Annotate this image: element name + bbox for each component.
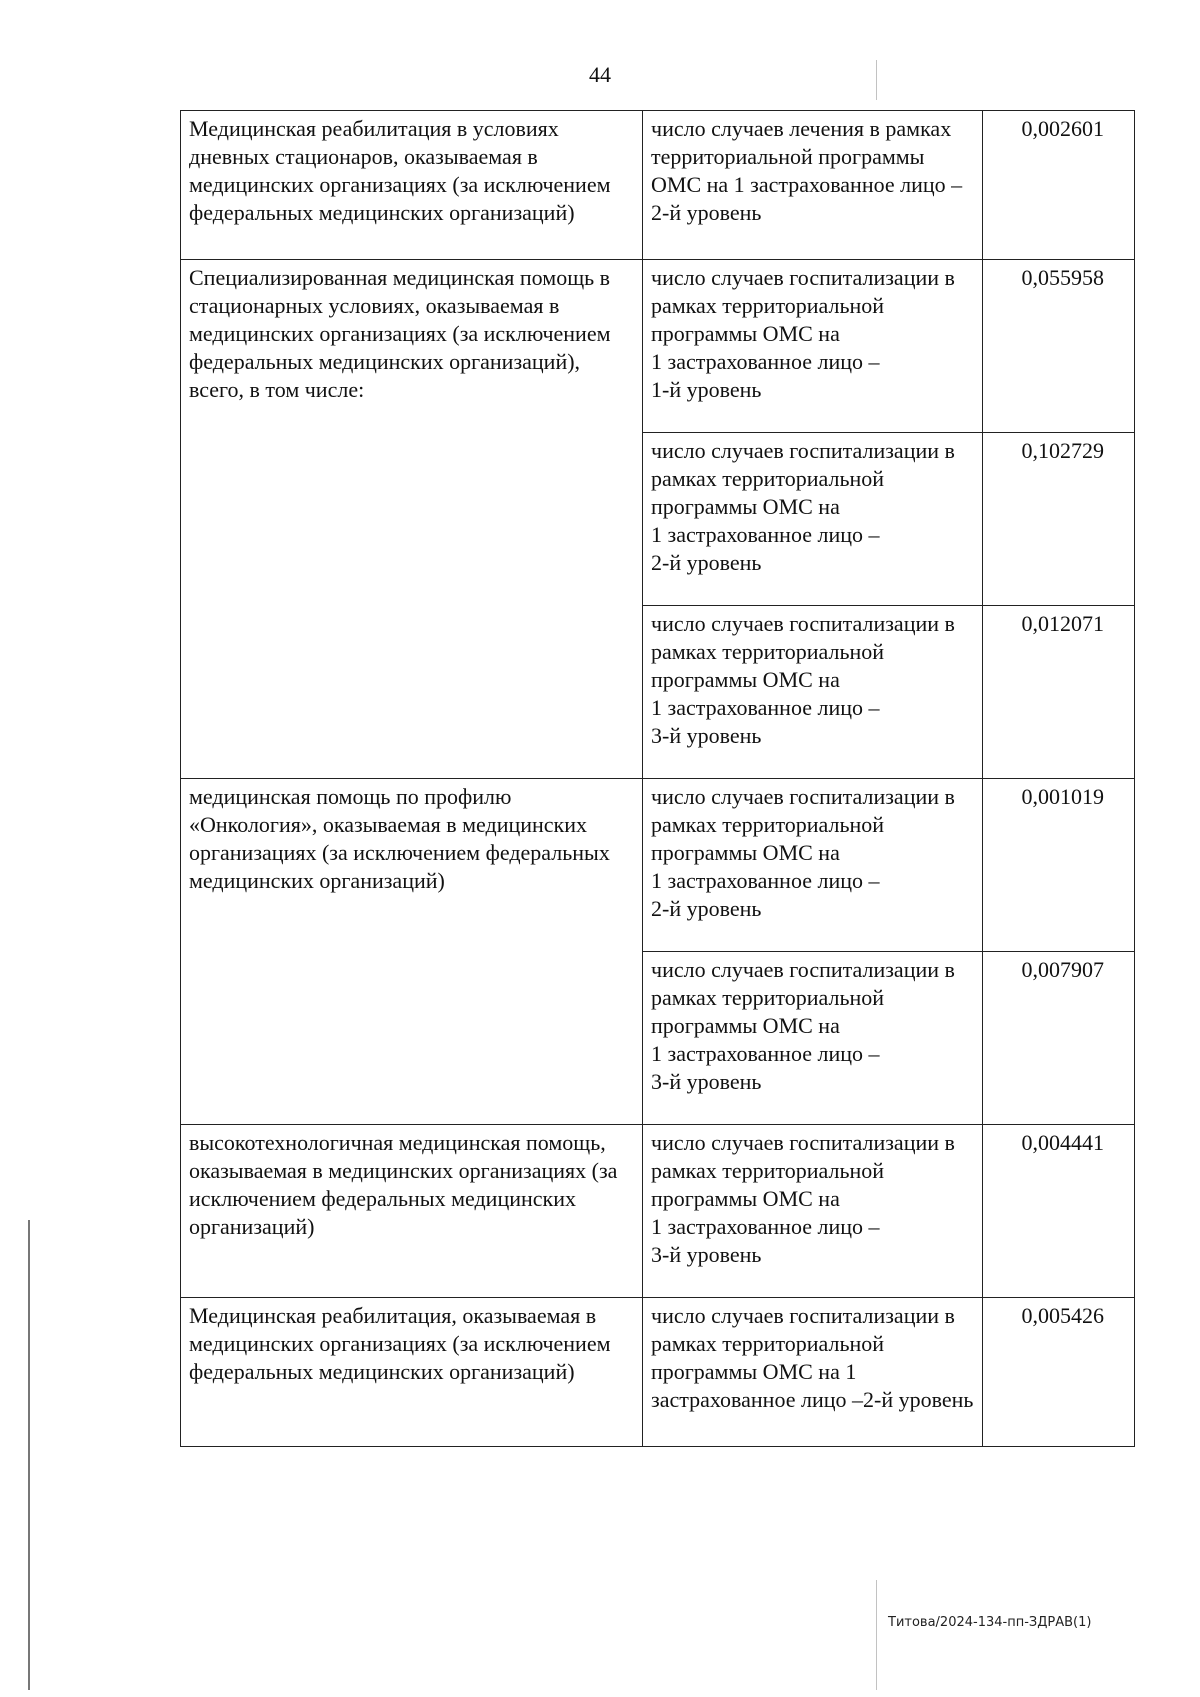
page-number: 44	[589, 62, 611, 87]
value-cell: 0,002601	[983, 111, 1135, 260]
indicator-cell: число случаев госпитализации в рамках территориальной программы ОМС на 1 застрахованное лицо – 3-й уровень	[643, 952, 983, 1125]
value-cell: 0,004441	[983, 1125, 1135, 1298]
value-cell: 0,001019	[983, 779, 1135, 952]
table-row	[181, 1125, 1135, 1298]
indicator-cell: число случаев госпитализации в рамках территориальной программы ОМС на 1 застрахованное лицо – 1-й уровень	[643, 260, 983, 433]
indicator-cell: число случаев госпитализации в рамках территориальной программы ОМС на 1 застрахованное лицо – 2-й уровень	[643, 779, 983, 952]
document-code: Титова/2024-134-пп-ЗДРАВ(1)	[888, 1615, 1092, 1630]
value-cell: 0,007907	[983, 952, 1135, 1125]
value-cell: 0,055958	[983, 260, 1135, 433]
scan-artifact-line	[28, 1220, 30, 1690]
care-type-cell: Медицинская реабилитация, оказываемая в медицинских организациях (за исключением федеральных медицинских организаций)	[181, 1298, 643, 1447]
care-type-cell: высокотехнологичная медицинская помощь, оказываемая в медицинских организациях (за исключением федеральных медицинских организаций)	[181, 1125, 643, 1298]
scan-artifact-dots	[876, 1580, 877, 1690]
care-type-cell: медицинская помощь по профилю «Онкология», оказываемая в медицинских организациях (за исключением федеральных медицинских организаций)	[181, 779, 643, 1125]
indicator-cell: число случаев госпитализации в рамках территориальной программы ОМС на 1 застрахованное лицо –2-й уровень	[643, 1298, 983, 1447]
table-row	[181, 1298, 1135, 1447]
indicator-cell: число случаев госпитализации в рамках территориальной программы ОМС на 1 застрахованное лицо – 3-й уровень	[643, 606, 983, 779]
scan-artifact-dots	[876, 60, 877, 100]
care-type-cell: Медицинская реабилитация в условиях дневных стационаров, оказываемая в медицинских организациях (за исключением федеральных медицинских организаций)	[181, 111, 643, 260]
indicator-cell: число случаев госпитализации в рамках территориальной программы ОМС на 1 застрахованное лицо – 3-й уровень	[643, 1125, 983, 1298]
value-cell: 0,005426	[983, 1298, 1135, 1447]
indicator-cell: число случаев лечения в рамках территориальной программы ОМС на 1 застрахованное лицо – 2-й уровень	[643, 111, 983, 260]
care-type-cell: Специализированная медицинская помощь в стационарных условиях, оказываемая в медицинских организациях (за исключением федеральных медицинских организаций), всего, в том числе:	[181, 260, 643, 779]
table-row	[181, 779, 1135, 952]
value-cell: 0,102729	[983, 433, 1135, 606]
value-cell: 0,012071	[983, 606, 1135, 779]
indicators-table	[180, 110, 1135, 1447]
indicator-cell: число случаев госпитализации в рамках территориальной программы ОМС на 1 застрахованное лицо – 2-й уровень	[643, 433, 983, 606]
table-row	[181, 111, 1135, 260]
table-row	[181, 260, 1135, 433]
